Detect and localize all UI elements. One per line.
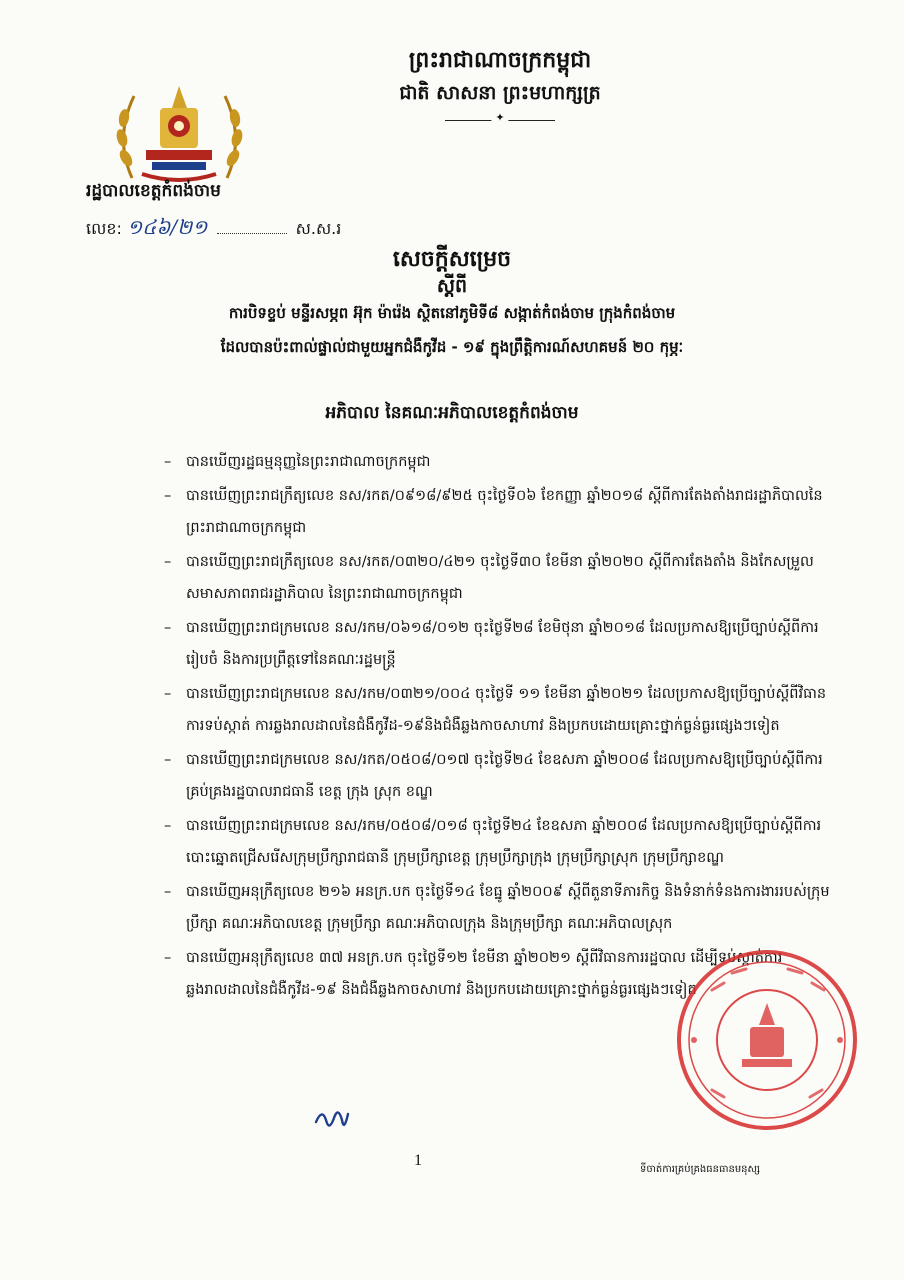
list-item-text: បានឃើញព្រះរាជក្រមលេខ នស/រកម/០៥០៨/០១៨ ចុះថ្ងៃទី២៤ ខែឧសភា ឆ្នាំ២០០៨ ដែលប្រកាសឱ្យប្រើច្បាប់ស្ដីពីការបោះឆ្នោតជ្រើសរើសក្រុមប្រឹក្សារាជធានី ក្រុមប្រឹក្សាខេត្ត ក្រុមប្រឹក្សាក្រុង ក្រុមប្រឹក្សាស្រុក ក្រុមប្រឹក្សាខណ្ឌ	[186, 818, 822, 866]
list-item: – បានឃើញព្រះរាជក្រមលេខ នស/រកម/០៣២១/០០៤ ចុះថ្ងៃទី ១១ ខែមីនា ឆ្នាំ២០២១ ដែលប្រកាសឱ្យប្រើច្បាប់ស្ដីពីវិធានការទប់ស្កាត់ ការឆ្លងរាលដាលនៃជំងឺកូវីដ-១៩និងជំងឺឆ្លងកាចសាហាវ និងប្រកបដោយគ្រោះថ្នាក់ធ្ងន់ធ្ងរផ្សេងៗទៀត	[164, 686, 827, 734]
header-ornament	[445, 116, 555, 126]
reference-dotted-line	[217, 233, 287, 234]
list-item: – បានឃើញអនុក្រឹត្យលេខ ៣៧ អនក្រ.បក ចុះថ្ងៃទី១២ ខែមីនា ឆ្នាំ២០២១ ស្ដីពីវិធានការរដ្ឋបាល ដើម្បីទប់ស្កាត់ការឆ្លងរាលដាលនៃជំងឺកូវីដ-១៩ និងជំងឺឆ្លងកាចសាហាវ និងប្រកបដោយគ្រោះថ្នាក់ធ្ងន់ធ្ងរផ្សេងៗទៀត	[164, 950, 783, 998]
list-item-text: បានឃើញព្រះរាជក្រមលេខ នស/រកត/០៥០៨/០១៧ ចុះថ្ងៃទី២៤ ខែឧសភា ឆ្នាំ២០០៨ ដែលប្រកាសឱ្យប្រើច្បាប់ស្ដីពីការគ្រប់គ្រងរដ្ឋបាលរាជធានី ខេត្ត ក្រុង ស្រុក ខណ្ឌ	[186, 752, 823, 800]
reference-suffix: ស.ស.រ	[295, 219, 342, 238]
considerations-list	[160, 446, 840, 1006]
issuer-administration: រដ្ឋបាលខេត្តកំពង់ចាម	[86, 181, 221, 201]
handwritten-initial-icon	[312, 1104, 352, 1138]
list-item: – បានឃើញព្រះរាជក្រមលេខ នស/រកត/០៥០៨/០១៧ ចុះថ្ងៃទី២៤ ខែឧសភា ឆ្នាំ២០០៨ ដែលប្រកាសឱ្យប្រើច្បាប់ស្ដីពីការគ្រប់គ្រងរដ្ឋបាលរាជធានី ខេត្ត ក្រុង ស្រុក ខណ្ឌ	[164, 752, 823, 800]
decision-about: ស្ដីពី	[436, 275, 468, 297]
kingdom-title: ព្រះរាជាណាចក្រកម្ពុជា	[408, 48, 592, 73]
decision-title: សេចក្ដីសម្រេច	[392, 247, 512, 272]
list-item-text: បានឃើញអនុក្រឹត្យលេខ ៣៧ អនក្រ.បក ចុះថ្ងៃទី១២ ខែមីនា ឆ្នាំ២០២១ ស្ដីពីវិធានការរដ្ឋបាល ដើម្បីទប់ស្កាត់ការឆ្លងរាលដាលនៃជំងឺកូវីដ-១៩ និងជំងឺឆ្លងកាចសាហាវ និងប្រកបដោយគ្រោះថ្នាក់ធ្ងន់ធ្ងរផ្សេងៗទៀត	[186, 950, 783, 998]
reference-number: ១៤៦	[126, 215, 171, 239]
list-item: – បានឃើញព្រះរាជក្រមលេខ នស/រកម/០៦១៨/០១២ ចុះថ្ងៃទី២៨ ខែមិថុនា ឆ្នាំ២០១៨ ដែលប្រកាសឱ្យប្រើច្បាប់ស្ដីពីការរៀបចំ និងការប្រព្រឹត្តទៅនៃគណៈរដ្ឋមន្ត្រី	[164, 620, 819, 668]
page-number: 1	[414, 1152, 422, 1169]
reference-number-line	[86, 214, 341, 244]
decision-subject-line-1: ការបិទខ្ទប់ មន្ទីរសម្ភព អ៊ុក ម៉ារ៉េង ស្ថិតនៅភូមិទី៨ សង្កាត់កំពង់ចាម ក្រុងកំពង់ចាម	[228, 304, 676, 322]
footer-department: ទីចាត់ការគ្រប់គ្រងធនធានមនុស្ស	[640, 1164, 761, 1175]
list-item: – បានឃើញអនុក្រឹត្យលេខ ២១៦ អនក្រ.បក ចុះថ្ងៃទី១៤ ខែធ្នូ ឆ្នាំ២០០៩ ស្ដីពីតួនាទីភារកិច្ច និងទំនាក់ទំនងការងាររបស់ក្រុមប្រឹក្សា គណៈអភិបាលខេត្ត ក្រុមប្រឹក្សា គណៈអភិបាលក្រុង និងក្រុមប្រឹក្សា គណៈអភិបាលស្រុក	[164, 884, 830, 932]
list-item-text: បានឃើញព្រះរាជក្រឹត្យលេខ នស/រកត/០៣២០/៤២១ ចុះថ្ងៃទី៣០ ខែមីនា ឆ្នាំ២០២០ ស្ដីពីការតែងតាំង និងកែសម្រួលសមាសភាពរាជរដ្ឋាភិបាល នៃព្រះរាជាណាចក្រកម្ពុជា	[186, 554, 814, 602]
list-item: – បានឃើញព្រះរាជក្រមលេខ នស/រកម/០៥០៨/០១៨ ចុះថ្ងៃទី២៤ ខែឧសភា ឆ្នាំ២០០៨ ដែលប្រកាសឱ្យប្រើច្បាប់ស្ដីពីការបោះឆ្នោតជ្រើសរើសក្រុមប្រឹក្សារាជធានី ក្រុមប្រឹក្សាខេត្ត ក្រុមប្រឹក្សាក្រុង ក្រុមប្រឹក្សាស្រុក ក្រុមប្រឹក្សាខណ្ឌ	[164, 818, 822, 866]
list-item: – បានឃើញព្រះរាជក្រឹត្យលេខ នស/រកត/០៣២០/៤២១ ចុះថ្ងៃទី៣០ ខែមីនា ឆ្នាំ២០២០ ស្ដីពីការតែងតាំង និងកែសម្រួលសមាសភាពរាជរដ្ឋាភិបាល នៃព្រះរាជាណាចក្រកម្ពុជា	[164, 554, 814, 602]
reference-label: លេខ:	[86, 219, 122, 238]
official-seal-stamp-icon	[672, 945, 862, 1135]
list-item-text: បានឃើញព្រះរាជក្រមលេខ នស/រកម/០៣២១/០០៤ ចុះថ្ងៃទី ១១ ខែមីនា ឆ្នាំ២០២១ ដែលប្រកាសឱ្យប្រើច្បាប់ស្ដីពីវិធានការទប់ស្កាត់ ការឆ្លងរាលដាលនៃជំងឺកូវីដ-១៩និងជំងឺឆ្លងកាចសាហាវ និងប្រកបដោយគ្រោះថ្នាក់ធ្ងន់ធ្ងរផ្សេងៗទៀត	[186, 686, 827, 734]
list-item: – បានឃើញព្រះរាជក្រឹត្យលេខ នស/រកត/០៩១៨/៩២៥ ចុះថ្ងៃទី០៦ ខែកញ្ញា ឆ្នាំ២០១៨ ស្ដីពីការតែងតាំងរាជរដ្ឋាភិបាលនៃព្រះរាជាណាចក្រកម្ពុជា	[164, 488, 823, 536]
list-item-text: បានឃើញរដ្ឋធម្មនុញ្ញនៃព្រះរាជាណាចក្រកម្ពុជា	[186, 454, 431, 470]
kingdom-header	[290, 44, 710, 126]
reference-year: /២១	[170, 215, 208, 239]
list-item-text: បានឃើញព្រះរាជក្រមលេខ នស/រកម/០៦១៨/០១២ ចុះថ្ងៃទី២៨ ខែមិថុនា ឆ្នាំ២០១៨ ដែលប្រកាសឱ្យប្រើច្បាប់ស្ដីពីការរៀបចំ និងការប្រព្រឹត្តទៅនៃគណៈរដ្ឋមន្ត្រី	[186, 620, 819, 668]
list-item-text: បានឃើញអនុក្រឹត្យលេខ ២១៦ អនក្រ.បក ចុះថ្ងៃទី១៤ ខែធ្នូ ឆ្នាំ២០០៩ ស្ដីពីតួនាទីភារកិច្ច និងទំនាក់ទំនងការងាររបស់ក្រុមប្រឹក្សា គណៈអភិបាលខេត្ត ក្រុមប្រឹក្សា គណៈអភិបាលក្រុង និងក្រុមប្រឹក្សា គណៈអភិបាលស្រុក	[186, 884, 830, 932]
decision-subject-line-2: ដែលបានប៉ះពាល់ផ្ទាល់ជាមួយអ្នកជំងឺកូវីដ - ១៩ ក្នុងព្រឹត្តិការណ៍សហគមន៍ ២០ កុម្ភៈ	[220, 338, 684, 356]
list-item-text: បានឃើញព្រះរាជក្រឹត្យលេខ នស/រកត/០៩១៨/៩២៥ ចុះថ្ងៃទី០៦ ខែកញ្ញា ឆ្នាំ២០១៨ ស្ដីពីការតែងតាំងរាជរដ្ឋាភិបាលនៃព្រះរាជាណាចក្រកម្ពុជា	[186, 488, 823, 536]
decision-authority: អភិបាល នៃគណៈអភិបាលខេត្តកំពង់ចាម	[325, 403, 579, 423]
list-item: – បានឃើញរដ្ឋធម្មនុញ្ញនៃព្រះរាជាណាចក្រកម្ពុជា	[164, 454, 431, 470]
ministry-emblem-icon	[112, 78, 247, 188]
kingdom-motto: ជាតិ សាសនា ព្រះមហាក្សត្រ	[399, 82, 601, 104]
